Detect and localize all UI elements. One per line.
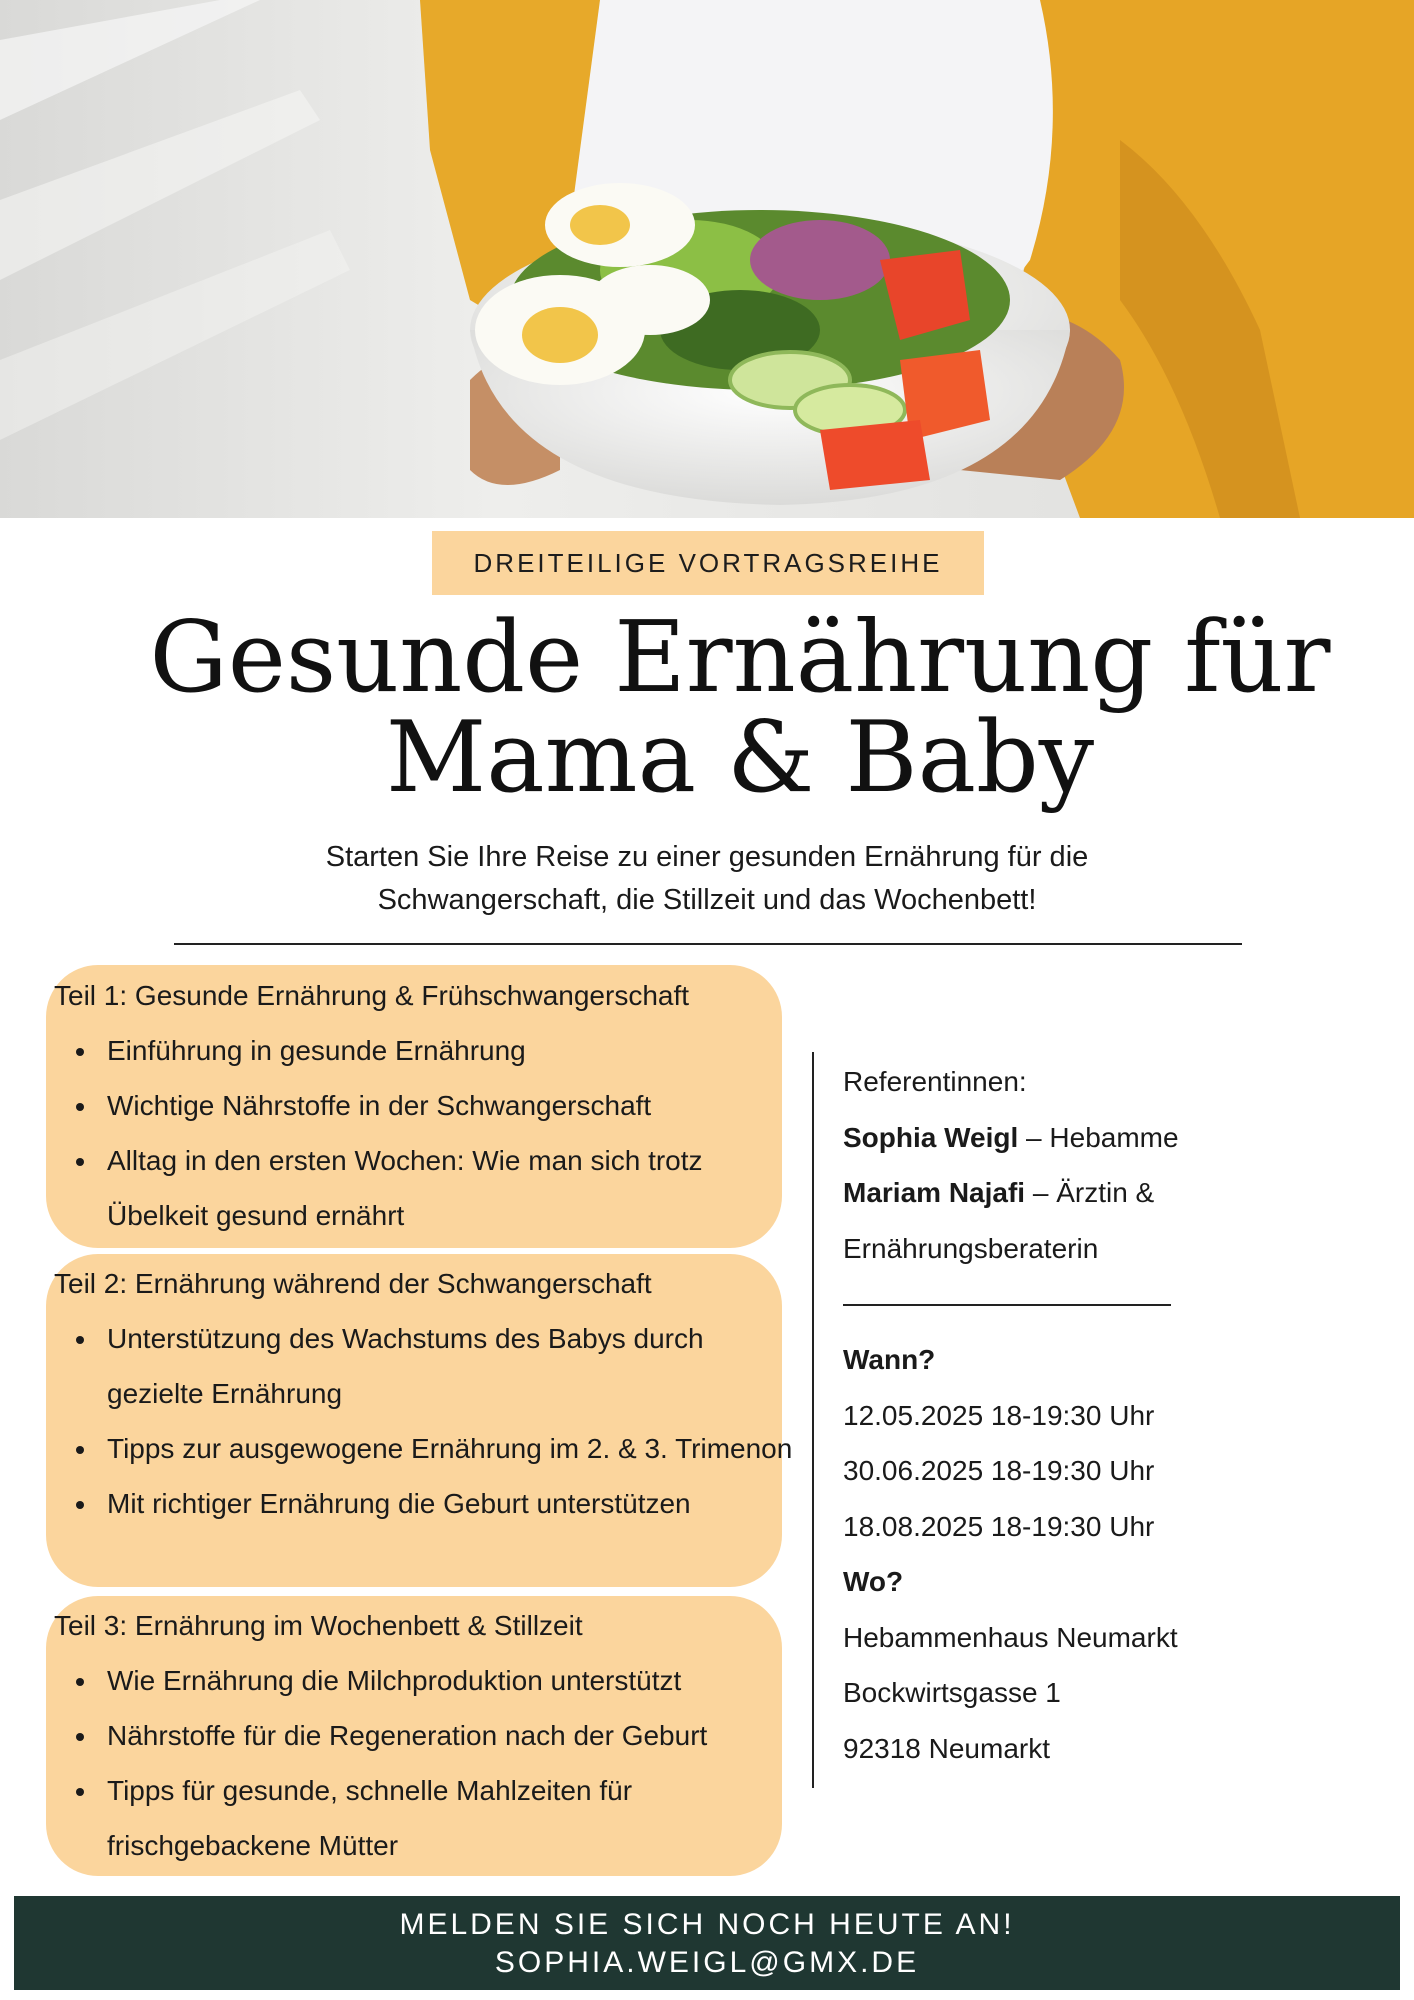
footer-cta-text: MELDEN SIE SICH NOCH HEUTE AN! [399,1908,1015,1941]
list-item: Tipps zur ausgewogene Ernährung im 2. & 3. Trimenon [54,1421,794,1476]
speaker-1-role: – Hebamme [1018,1121,1179,1153]
divider-top [174,943,1242,945]
part-3-list [54,1653,794,1873]
list-item: Wichtige Nährstoffe in der Schwangerschaft [54,1078,794,1133]
part-3-title: Teil 3: Ernährung im Wochenbett & Stillzeit [54,1610,583,1641]
event-info [843,1054,1383,1776]
part-2-list [54,1311,794,1531]
where-heading: Wo? [843,1566,904,1597]
list-item: Wie Ernährung die Milchproduktion unterstützt [54,1653,794,1708]
page-title-line-2: Mama & Baby [385,701,1095,815]
list-item: Tipps für gesunde, schnelle Mahlzeiten für frischgebackene Mütter [54,1763,794,1873]
venue-street: Bockwirtsgasse 1 [843,1677,1061,1708]
when-heading: Wann? [843,1344,936,1375]
page-title-line-1: Gesunde Ernährung für [149,601,1331,715]
speaker-1 [843,1110,1383,1166]
subtitle-line-2: Schwangerschaft, die Stillzeit und das Wochenbett! [377,884,1037,916]
footer-cta [14,1896,1400,1990]
speaker-1-name: Sophia Weigl [843,1121,1019,1153]
date-3: 18.08.2025 18-19:30 Uhr [843,1510,1155,1542]
date-2: 30.06.2025 18-19:30 Uhr [843,1455,1155,1486]
speaker-2-role-continuation: Ernährungsberaterin [843,1232,1099,1264]
venue-name: Hebammenhaus Neumarkt [843,1621,1178,1653]
venue-city: 92318 Neumarkt [843,1732,1051,1764]
column-divider [812,1052,814,1788]
speakers-heading: Referentinnen: [843,1066,1027,1097]
hero-image [0,0,1414,518]
speaker-2-role: – Ärztin & [1025,1177,1155,1208]
part-1-list [54,1023,794,1243]
date-1: 12.05.2025 18-19:30 Uhr [843,1399,1155,1431]
page-title [80,601,1400,815]
salad-bowl-photo-icon [0,0,1414,518]
list-item: Nährstoffe für die Regeneration nach der Geburt [54,1708,794,1763]
series-tag: DREITEILIGE VORTRAGSREIHE [432,531,984,595]
part-3 [54,1598,794,1873]
speaker-2-name: Mariam Najafi [843,1177,1026,1208]
part-2 [54,1256,794,1531]
part-2-title: Teil 2: Ernährung während der Schwangerschaft [54,1268,652,1299]
divider-info [843,1304,1171,1306]
subtitle-line-1: Starten Sie Ihre Reise zu einer gesunden Ernährung für die [325,841,1089,873]
speaker-2 [843,1165,1383,1221]
list-item: Alltag in den ersten Wochen: Wie man sich trotz Übelkeit gesund ernährt [54,1133,794,1243]
part-1 [54,968,794,1243]
part-1-title: Teil 1: Gesunde Ernährung & Frühschwangerschaft [54,980,690,1011]
list-item: Unterstützung des Wachstums des Babys durch gezielte Ernährung [54,1311,794,1421]
list-item: Mit richtiger Ernährung die Geburt unterstützen [54,1476,794,1531]
subtitle [140,836,1274,922]
list-item: Einführung in gesunde Ernährung [54,1023,794,1078]
footer-email[interactable]: SOPHIA.WEIGL@GMX.DE [494,1946,920,1979]
